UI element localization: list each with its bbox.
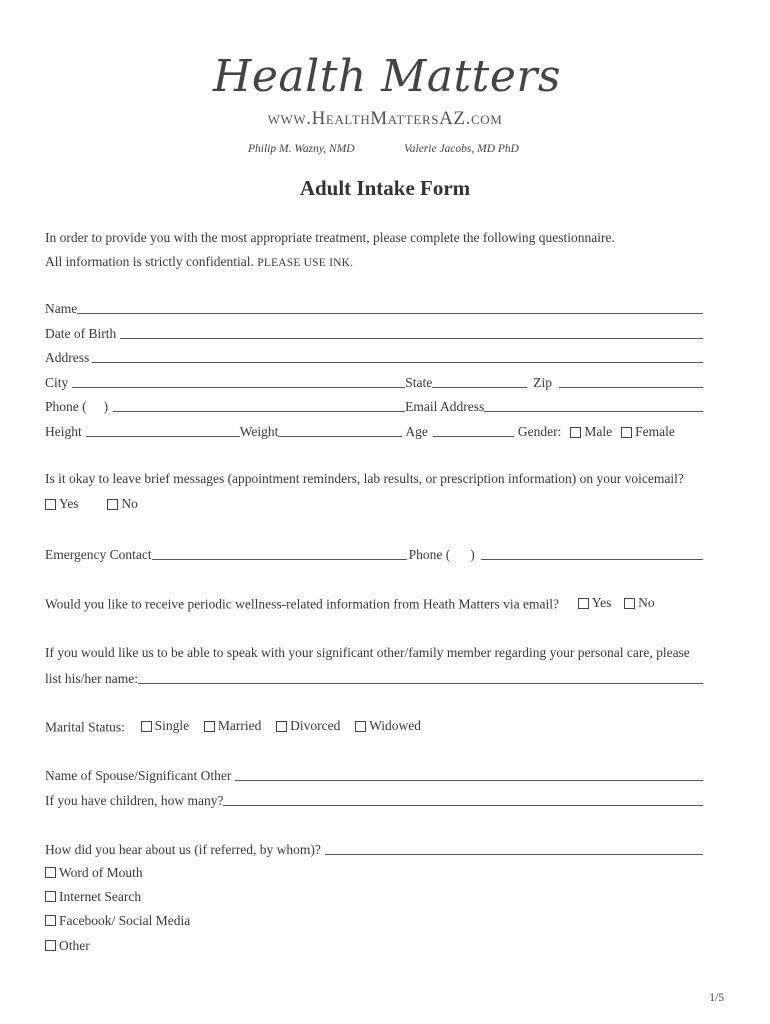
significant-other-label: list his/her name: xyxy=(45,671,138,686)
state-field[interactable] xyxy=(432,386,527,388)
zip-label: Zip xyxy=(533,375,553,390)
checkbox-voicemail-no[interactable] xyxy=(107,499,118,510)
checkbox-widowed[interactable] xyxy=(355,721,366,732)
marital-widowed-option[interactable]: Widowed xyxy=(355,718,421,734)
significant-other-line-1: If you would like us to be able to speak with your significant other/family member regarding your personal care, please xyxy=(45,645,690,660)
emergency-phone-label: Phone ( xyxy=(408,547,451,562)
zip-field[interactable] xyxy=(559,386,703,388)
city-label: City xyxy=(45,375,69,390)
checkbox-male[interactable] xyxy=(570,427,581,438)
wellness-no-option[interactable]: No xyxy=(624,595,655,611)
marital-label: Marital Status: xyxy=(45,719,125,735)
children-row xyxy=(45,791,703,809)
wellness-yes-option[interactable]: Yes xyxy=(578,595,612,611)
emergency-field[interactable] xyxy=(152,558,407,560)
address-label: Address xyxy=(45,350,90,365)
height-field[interactable] xyxy=(86,435,240,437)
page-number: 1/5 xyxy=(709,992,724,1004)
marital-divorced-option[interactable]: Divorced xyxy=(276,718,340,734)
gender-label: Gender: xyxy=(517,424,562,439)
logo: Health Matters xyxy=(212,51,562,102)
referral-option-other[interactable]: Other xyxy=(45,938,90,954)
intro-line-1: In order to provide you with the most appropriate treatment, please complete the following questionnaire. xyxy=(45,230,615,245)
age-field[interactable] xyxy=(433,435,514,437)
gender-female-option[interactable]: Female xyxy=(621,424,675,440)
checkbox-other[interactable] xyxy=(45,940,56,951)
gender-male-option[interactable]: Male xyxy=(570,424,612,440)
city-field[interactable] xyxy=(72,386,405,388)
height-row xyxy=(45,422,703,440)
checkbox-word-of-mouth[interactable] xyxy=(45,867,56,878)
name-field[interactable] xyxy=(77,312,703,314)
doctor-name-left: Philip M. Wazny, NMD xyxy=(248,143,355,155)
checkbox-wellness-yes[interactable] xyxy=(578,598,589,609)
phone-paren-close: ) xyxy=(103,399,109,414)
referral-option-internet-search[interactable]: Internet Search xyxy=(45,889,141,905)
emergency-label: Emergency Contact xyxy=(45,547,152,562)
spouse-field[interactable] xyxy=(235,779,703,781)
spouse-row xyxy=(45,766,703,784)
dob-field[interactable] xyxy=(120,337,703,339)
checkbox-single[interactable] xyxy=(141,721,152,732)
emergency-phone-field[interactable] xyxy=(481,558,703,560)
emergency-phone-paren-close: ) xyxy=(470,547,475,562)
checkbox-married[interactable] xyxy=(204,721,215,732)
checkbox-internet-search[interactable] xyxy=(45,891,56,902)
height-label: Height xyxy=(45,424,82,439)
checkbox-social-media[interactable] xyxy=(45,915,56,926)
voicemail-no-option[interactable]: No xyxy=(107,496,138,512)
emergency-row xyxy=(45,545,703,563)
intro-confidential: All information is strictly confidential. xyxy=(45,254,254,269)
marital-row xyxy=(45,718,421,736)
voicemail-options xyxy=(45,496,138,514)
phone-field[interactable] xyxy=(113,410,405,412)
referral-option-word-of-mouth[interactable]: Word of Mouth xyxy=(45,865,143,881)
email-field[interactable] xyxy=(484,410,703,412)
checkbox-female[interactable] xyxy=(621,427,632,438)
marital-married-option[interactable]: Married xyxy=(204,718,261,734)
name-label: Name xyxy=(45,301,78,316)
referral-option-social-media[interactable]: Facebook/ Social Media xyxy=(45,913,190,929)
form-title: Adult Intake Form xyxy=(299,176,471,200)
checkbox-voicemail-yes[interactable] xyxy=(45,499,56,510)
website: www.HealthMattersAZ.com xyxy=(267,108,503,129)
age-label: Age xyxy=(405,424,428,439)
weight-field[interactable] xyxy=(278,435,402,437)
dob-row xyxy=(45,324,703,342)
children-field[interactable] xyxy=(223,804,703,806)
referral-row xyxy=(45,840,703,858)
doctor-name-right: Valerie Jacobs, MD PhD xyxy=(404,143,519,155)
voicemail-yes-option[interactable]: Yes xyxy=(45,496,79,512)
name-row xyxy=(45,299,703,317)
wellness-question: Would you like to receive periodic wellness-related information from Heath Matters via email? xyxy=(45,596,559,612)
weight-label: Weight xyxy=(239,424,279,439)
referral-field[interactable] xyxy=(325,853,703,855)
significant-other-field[interactable] xyxy=(138,682,703,684)
intro-use-ink: PLEASE USE INK. xyxy=(257,257,354,269)
significant-other-row xyxy=(45,669,703,687)
city-row xyxy=(45,373,703,391)
dob-label: Date of Birth xyxy=(45,326,117,341)
checkbox-wellness-no[interactable] xyxy=(624,598,635,609)
children-label: If you have children, how many? xyxy=(45,793,224,808)
address-row xyxy=(45,348,703,366)
marital-single-option[interactable]: Single xyxy=(141,718,190,734)
wellness-row xyxy=(45,595,655,613)
checkbox-divorced[interactable] xyxy=(276,721,287,732)
email-label: Email Address xyxy=(405,399,485,414)
address-field[interactable] xyxy=(92,361,703,363)
intro-line-2 xyxy=(45,254,353,270)
phone-label: Phone ( xyxy=(45,399,87,414)
referral-question: How did you hear about us (if referred, by whom)? xyxy=(45,842,321,857)
spouse-label: Name of Spouse/Significant Other xyxy=(45,768,232,783)
voicemail-question: Is it okay to leave brief messages (appointment reminders, lab results, or prescription information) on your voicemail? xyxy=(45,471,684,486)
state-label: State xyxy=(405,375,433,390)
phone-row xyxy=(45,397,703,415)
